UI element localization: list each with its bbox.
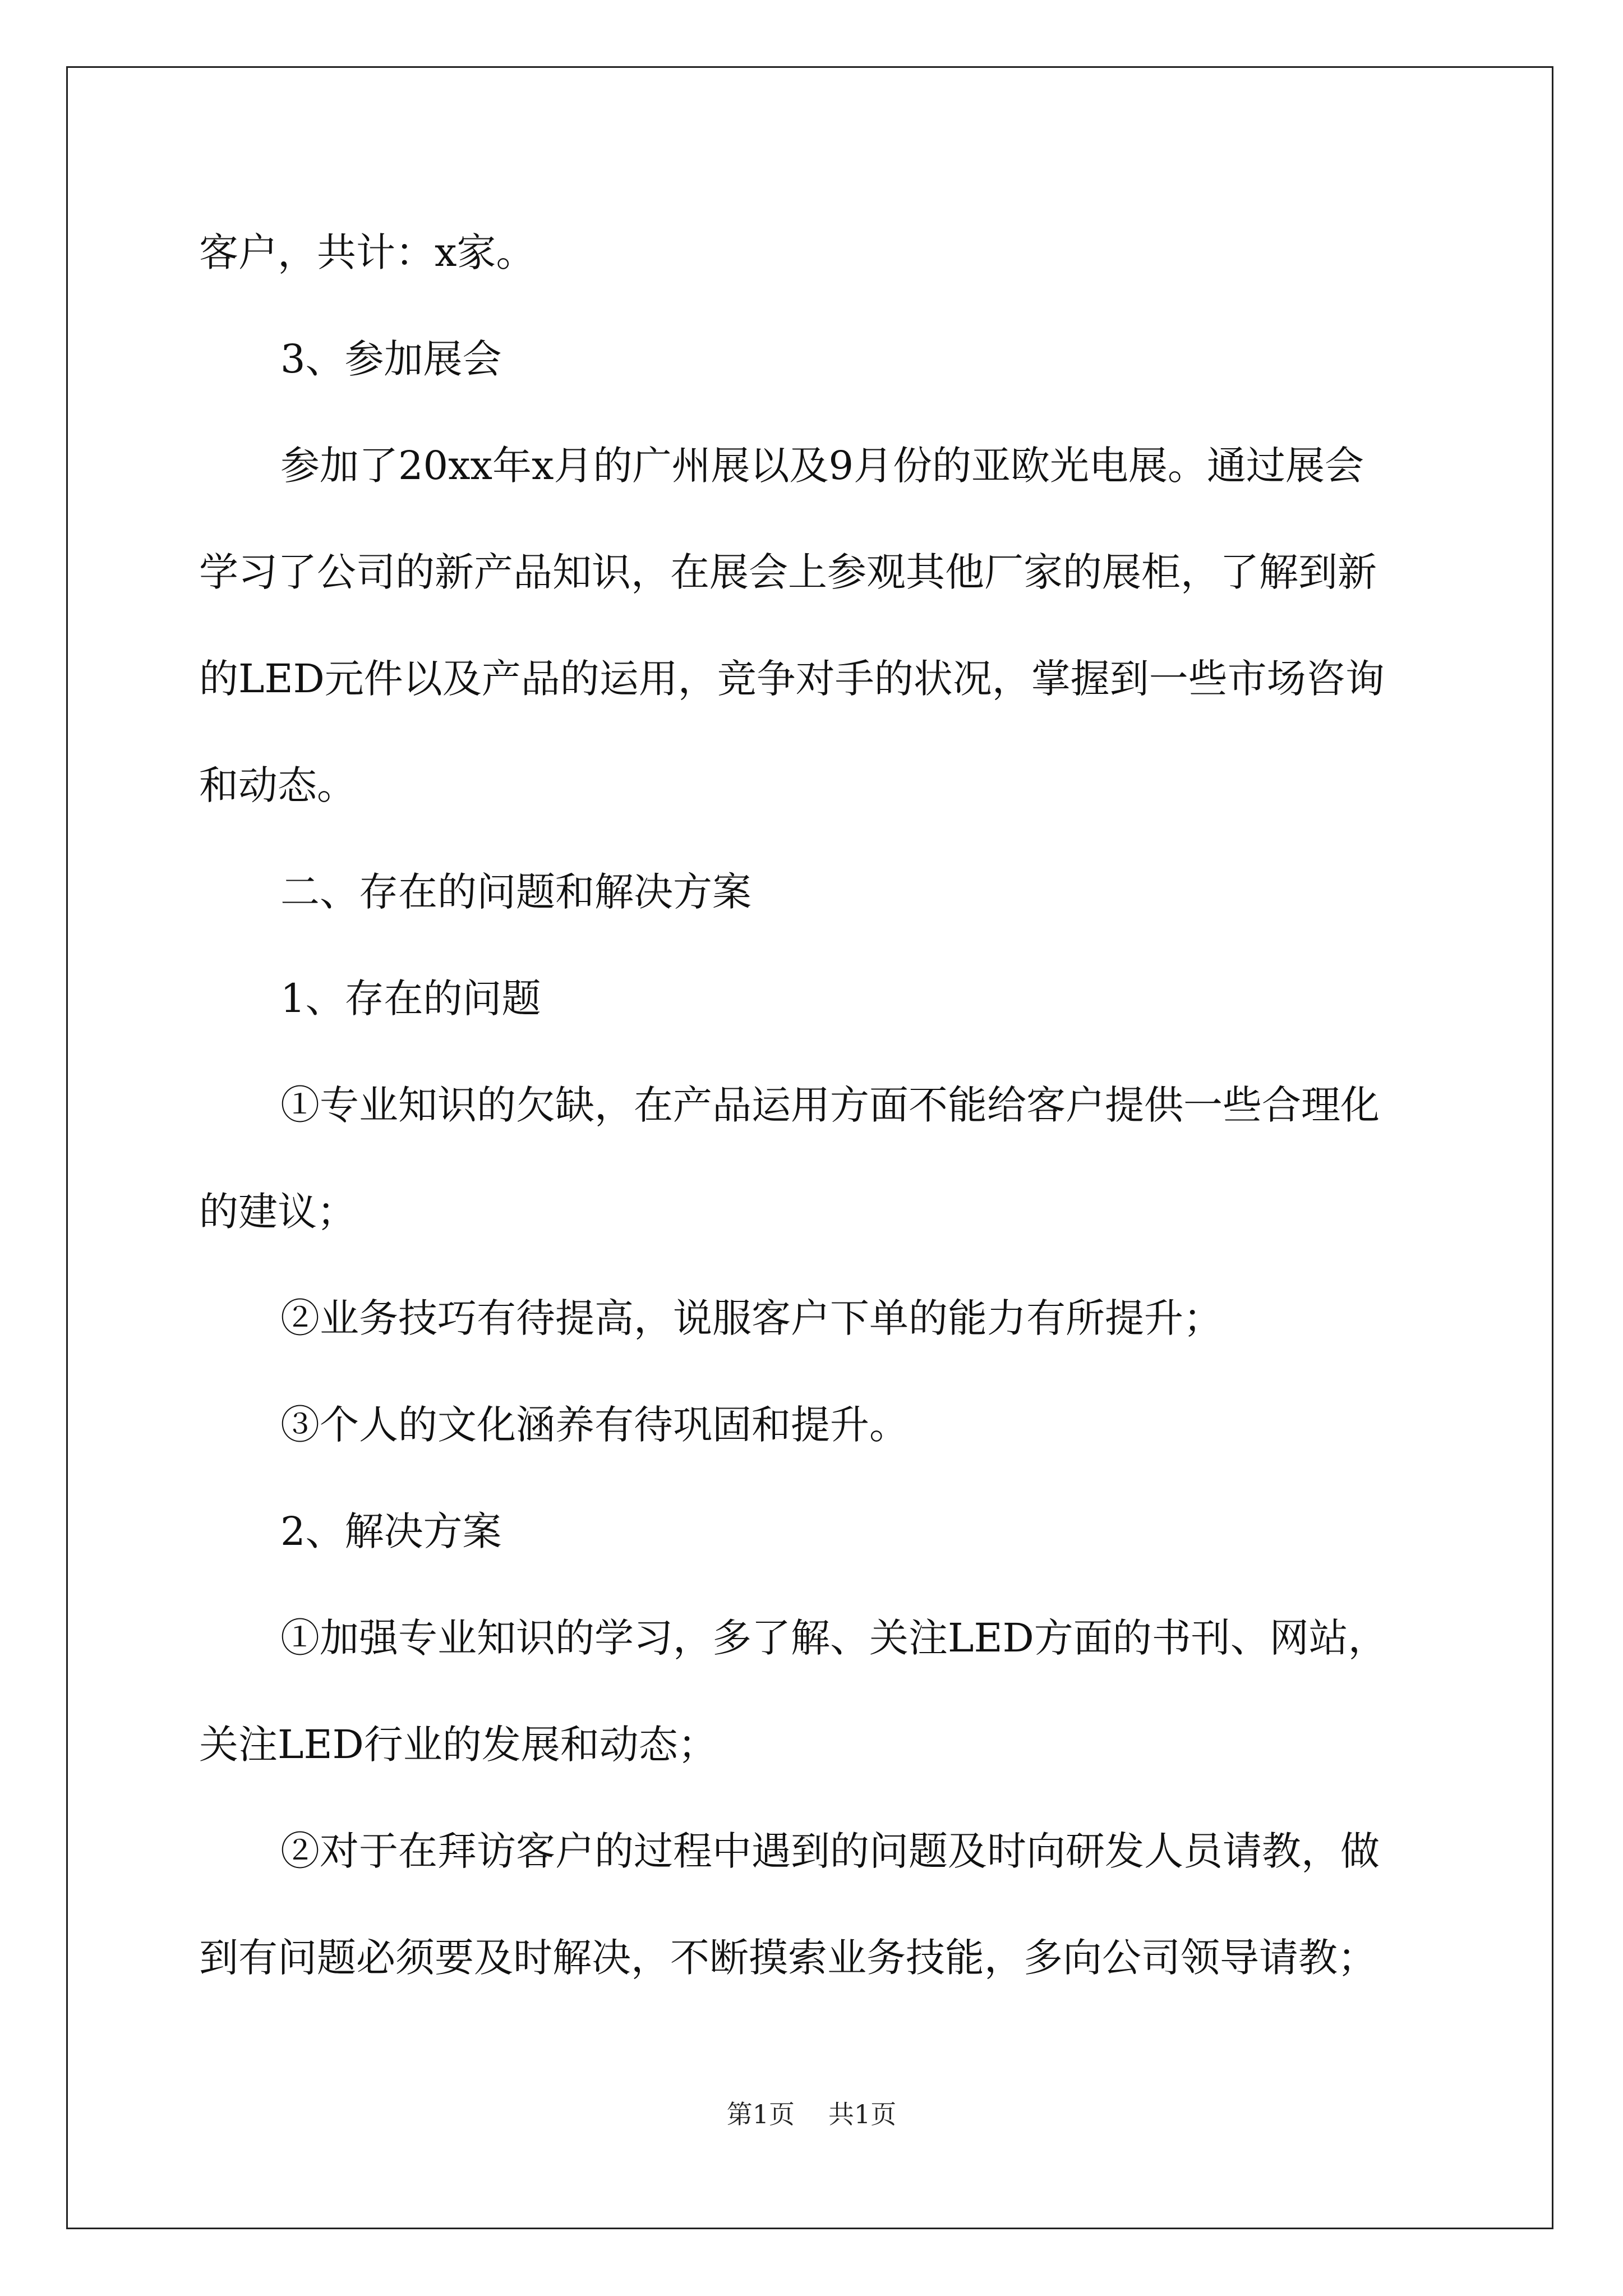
section-heading: 3、参加展会: [280, 336, 502, 382]
section-heading: 二、存在的问题和解决方案: [280, 869, 751, 915]
text-line: ②对于在拜访客户的过程中遇到的问题及时向研发人员请教，做: [280, 1828, 1380, 1874]
text-line: ①加强专业知识的学习，多了解、关注LED方面的书刊、网站，: [280, 1615, 1387, 1661]
text-line: 参加了20xx年x月的广州展以及9月份的亚欧光电展。通过展会: [280, 443, 1364, 489]
page-footer: [0, 2094, 1623, 2131]
page-border: [66, 66, 1553, 2229]
section-heading: 1、存在的问题: [280, 976, 541, 1022]
page-total: 共1页: [828, 2099, 897, 2129]
text-line: 客户，共计：x家。: [199, 229, 536, 275]
text-line: 和动态。: [199, 762, 356, 808]
text-line: ②业务技巧有待提高，说服客户下单的能力有所提升；: [280, 1295, 1223, 1341]
section-heading: 2、解决方案: [280, 1508, 502, 1554]
page-number: 第1页: [726, 2099, 795, 2129]
text-line: 学习了公司的新产品知识，在展会上参观其他厂家的展柜，了解到新: [199, 549, 1377, 595]
text-line: 的LED元件以及产品的运用，竞争对手的状况，掌握到一些市场咨询: [199, 656, 1385, 702]
text-line: 关注LED行业的发展和动态；: [199, 1722, 717, 1768]
text-line: 到有问题必须要及时解决，不断摸索业务技能，多向公司领导请教；: [199, 1935, 1377, 1981]
text-line: ①专业知识的欠缺，在产品运用方面不能给客户提供一些合理化: [280, 1082, 1380, 1128]
text-line: 的建议；: [199, 1189, 356, 1235]
text-line: ③个人的文化涵养有待巩固和提升。: [280, 1402, 909, 1448]
